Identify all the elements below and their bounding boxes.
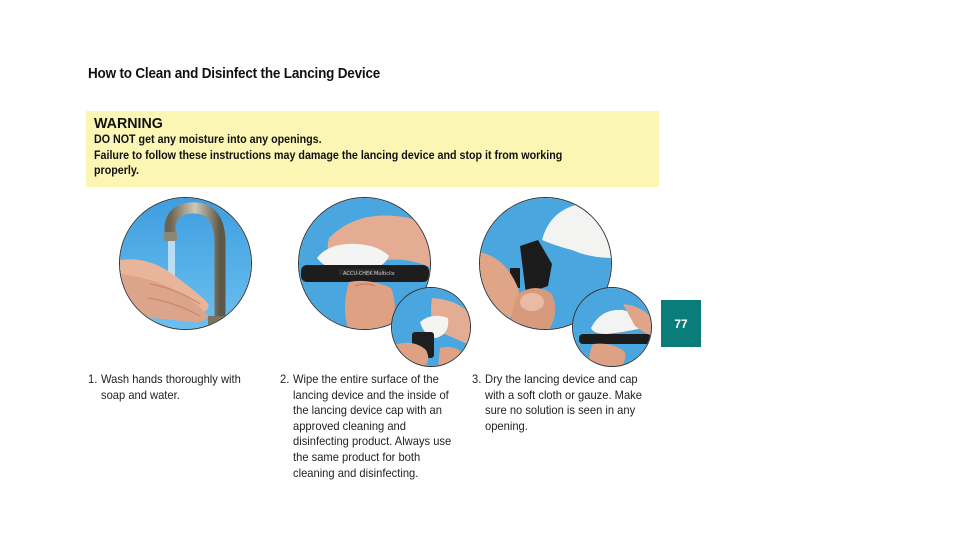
warning-box (86, 111, 659, 187)
warning-line-2: Failure to follow these instructions may damage the lancing device and stop it from working (94, 149, 563, 162)
page-title: How to Clean and Disinfect the Lancing Device (88, 66, 381, 82)
step-1-text: Wash hands thoroughly with soap and water. (101, 372, 241, 402)
step-2-text: Wipe the entire surface of the lancing device and the inside of the lancing device cap with an approved cleaning and disinfecting product. Always use the same product for both cleaning and disinfecting. (293, 372, 452, 480)
step-2 (280, 372, 457, 481)
page-number: 77 (674, 316, 688, 331)
hand-washing-photo (119, 197, 252, 330)
step-3-number: 3. (472, 372, 482, 386)
drying-device-inset-photo (572, 287, 652, 367)
step-1-number: 1. (88, 372, 98, 386)
step-2-number: 2. (280, 372, 290, 386)
wiping-cap-inset-photo (391, 287, 471, 367)
warning-title: WARNING (94, 115, 163, 132)
warning-line-3: properly. (94, 165, 139, 177)
device-label-text: ACCU-CHEK Multiclix (343, 271, 395, 277)
warning-line-1: DO NOT get any moisture into any openings. (94, 134, 322, 146)
step-1 (88, 372, 265, 403)
step-3-text: Dry the lancing device and cap with a soft cloth or gauze. Make sure no solution is seen in any opening. (485, 372, 642, 433)
step-3 (472, 372, 649, 434)
page-number-tab (661, 300, 701, 347)
